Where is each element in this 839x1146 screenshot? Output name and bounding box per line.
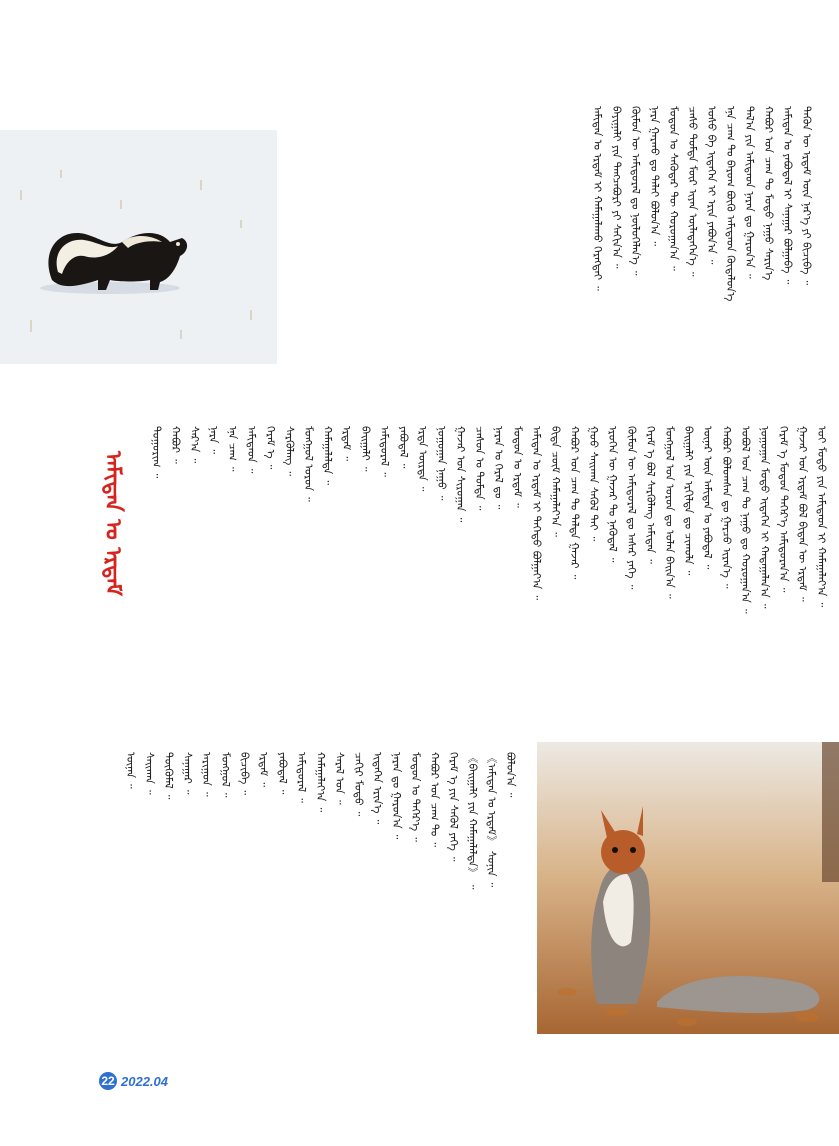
text-line: ᠮᠣᠩᠭᠣᠯ ᠃ — [219, 752, 232, 798]
issue-date: 2022.04 — [121, 1073, 168, 1089]
text-line: ᠬᠠᠪᠤᠷ ᠃ — [169, 426, 182, 464]
text-column-block-top — [296, 106, 816, 406]
text-line: ᠬᠦᠮᠦᠨ ᠦ ᠠᠮᠢᠳᠤᠷᠠᠯ ᠳᠤ ᠨᠥᠯᠦᠭᠡᠯᠡᠨ᠎ᠡ ᠃ — [629, 106, 642, 276]
text-line: ᠬᠠᠪᠤᠷ ᠪᠣᠯᠤᠭᠰᠠᠨ ᠳᠤ ᠭᠠᠷᠴᠤ ᠢᠷᠡᠨ᠎ᠡ ᠃ — [720, 426, 733, 589]
text-line: ᠬᠡᠷᠡᠮ ᠡ ᠪᠣᠯ ᠰᠡᠷᠭᠦᠯᠡᠩ ᠠᠮᠢᠲᠠᠨ ᠃ — [644, 426, 657, 564]
page-footer — [99, 1070, 168, 1092]
text-line: ᠡᠷᠲᠡ ᠦᠷᠲᠡ ᠃ — [416, 426, 429, 492]
text-line: ᠬᠡᠷᠡᠮ ᠡ ᠶᠢᠨ ᠰᠡᠭᠦᠯ ᠶᠡᠬᠡ ᠃ — [447, 752, 460, 862]
section-heading: ᠠᠮᠢᠲᠠᠨ ᠤ ᠡᠷᠲᠡᠮ — [100, 450, 126, 596]
text-line: ᠤᠪᠤᠯ ᠤᠨ ᠴᠠᠭ ᠲᠤ ᠨᠠᠭᠤ ᠳᠤ ᠬᠣᠷᠣᠭᠠᠨ᠎ᠠ ᠃ — [739, 426, 752, 614]
text-line: ᠨᠠᠷᠠ ᠃ — [207, 426, 220, 454]
text-line: ᠤᠰᠤ ᠪᠠ ᠢᠳᠡᠭᠡᠨ ᠢ ᠡᠷᠢᠨ ᠶᠠᠪᠤᠨ᠎ᠠ ᠃ — [705, 106, 718, 265]
squirrel-illustration — [537, 742, 839, 1034]
text-line: ᠬᠠᠪᠤᠷ ᠤᠨ ᠴᠠᠭ ᠲᠤ ᠮᠣᠳᠤ ᠨᠠᠭᠤ ᠰᠡᠷᠢᠨ᠎ᠡ — [762, 106, 775, 281]
text-line: ᠮᠣᠳᠤᠨ ᠤ ᠡᠷᠲᠡᠮ ᠃ — [511, 426, 524, 508]
text-line: ᠪᠢᠳᠡ ᠴᠦᠮ ᠬᠠᠮᠠᠭᠠᠯᠠᠶ᠎ᠠ ᠃ — [549, 426, 562, 537]
text-line: ᠲᠦᠭᠦᠮᠡᠯ ᠃ — [162, 752, 175, 800]
text-line: ᠪᠣᠯᠤᠨ᠎ᠠ ᠃ — [504, 752, 517, 798]
text-line: ᠡᠨᠡ ᠴᠠᠭ ᠲᠤ ᠪᠠᠷᠤᠭ ᠪᠦᠬᠦ ᠠᠮᠢᠲᠠᠳ ᠬᠦᠳᠡᠯᠦᠨ᠎ᠡ — [724, 106, 737, 302]
text-line: ᠪᠢᠴᠢᠪᠡ ᠃ — [238, 752, 251, 795]
text-line: ᠪᠠᠶᠢᠭᠠᠯᠢ ᠶᠢᠨ ᠲᠡᠩᠴᠡᠪᠦᠷᠢ ᠶᠢ ᠰᠠᠬᠢᠨ᠎ᠠ ᠃ — [610, 106, 623, 269]
skunk-photo — [0, 130, 277, 364]
text-line: ᠨᠣᠭᠤᠭᠠᠨ ᠮᠣᠳᠤ ᠢᠳᠡᠭᠡᠨ ᠢ ᠬᠠᠳᠠᠭᠠᠯᠠᠨ᠎ᠠ ᠃ — [758, 426, 771, 609]
text-line: ᠭᠣᠣ ᠰᠠᠢᠬᠠᠨ ᠰᠡᠭᠦᠯ ᠲᠡᠢ ᠃ — [587, 426, 600, 542]
text-column-block-middle — [134, 426, 831, 719]
text-line: ᠰᠠᠷ᠎ᠠ ᠃ — [188, 426, 201, 464]
skunk-illustration — [0, 130, 277, 364]
text-line: ᠰᠠᠢᠬᠠᠨ ᠃ — [143, 752, 156, 795]
text-line: ᠬᠡᠷᠡᠮ ᠡ ᠃ — [264, 426, 277, 470]
text-line: ᠴᠠᠰᠤᠨ ᠤ ᠳᠤᠮᠳᠠ ᠃ — [473, 426, 486, 511]
text-line: ᠠᠮᠢᠲᠠᠨ ᠤ ᠡᠷᠲᠡᠮ ᠢ ᠬᠠᠮᠠᠭᠠᠯᠠᠬᠤ ᠬᠡᠷᠡᠭᠲᠡᠢ ᠃ — [591, 106, 604, 291]
text-line: ᠲᠠᠯ᠎ᠠ ᠶᠢᠨ ᠠᠮᠢᠲᠠᠳ ᠨᠠᠷᠠᠨ ᠳᠤ ᠭᠠᠷᠤᠨ᠎ᠠ ᠃ — [743, 106, 756, 279]
text-line: ᠮᠣᠳᠤᠨ ᠤ ᠳᠡᠭᠡᠷ᠎ᠡ ᠃ — [409, 752, 422, 842]
text-line: ᠰᠠᠨᠠᠭᠠᠷ ᠃ — [181, 752, 194, 795]
text-line: ᠶᠠᠪᠤᠳᠠᠯ ᠃ — [276, 752, 289, 795]
text-line: ᠨᠠᠷᠠᠨ ᠳᠤ ᠭᠠᠷᠤᠨ᠎ᠠ ᠃ — [390, 752, 403, 840]
text-line: ᠴᠠᠬᠢᠷ ᠮᠣᠳᠤ ᠃ — [352, 752, 365, 817]
text-line: ᠨᠠᠷᠠ ᠭᠠᠷᠬᠤ ᠳᠤ ᠳᠠᠯᠠᠢ ᠪᠣᠯᠤᠨ᠎ᠠ ᠃ — [648, 106, 661, 247]
text-line: ᠴᠠᠰᠤ ᠳᠤᠮᠳᠠ ᠮᠥᠷ ᠢᠶᠡᠨ ᠦᠯᠡᠳᠡᠭᠡᠨ᠎ᠡ ᠃ — [686, 106, 699, 277]
text-line: ᠭᠠᠵᠠᠷ ᠤᠨ ᠰᠢᠷᠤᠭᠠᠨ ᠃ — [454, 426, 467, 523]
text-line: ᠭᠠᠵᠠᠷ ᠤᠨ ᠡᠷᠲᠡᠮ ᠪᠣᠯ ᠪᠢᠳᠡᠨ ᠦ ᠡᠷᠲᠡᠮ ᠃ — [796, 426, 809, 602]
text-column-block-bottom — [90, 752, 520, 1052]
text-line: ᠬᠠᠮᠠᠭᠠᠯᠠᠶ᠎ᠠ ᠃ — [314, 752, 327, 813]
text-line: ᠡᠷᠲᠡᠮ ᠃ — [340, 426, 353, 461]
text-line: ᠰᠠᠷᠠᠯ ᠤᠨ ᠃ — [333, 752, 346, 805]
text-line: ᠠᠮᠢᠳᠤᠷᠠᠯ ᠃ — [295, 752, 308, 803]
text-line: ᠬᠠᠪᠤᠷ ᠤᠨ ᠴᠠᠭ ᠲᠤ ᠃ — [428, 752, 441, 847]
text-line: ᠡᠷᠦᠬᠡᠨ ᠦ ᠭᠠᠵᠠᠷ ᠲᠤ ᠨᠡᠭᠦᠳᠡᠯ ᠃ — [606, 426, 619, 563]
text-line: ᠠᠮᠢᠲᠠᠨ ᠤ ᠶᠠᠪᠤᠳᠠᠯ ᠢ ᠰᠠᠨᠠᠭᠠᠷ ᠪᠣᠯᠭᠠᠪᠠ ᠃ — [781, 106, 794, 285]
text-line: ᠠᠮᠢᠳᠤᠷᠠᠯ ᠃ — [378, 426, 391, 477]
text-line: ᠠᠮᠢᠲᠠᠳ ᠃ — [245, 426, 258, 474]
text-line: ᠮᠣᠩᠭᠣᠯ ᠣᠷᠣᠨ ᠃ — [302, 426, 315, 502]
text-line: ᠰᠡᠷᠭᠦᠯᠡᠩ ᠃ — [283, 426, 296, 477]
text-line: ᠲᠡᠭᠦᠨ ᠦ ᠡᠷᠳᠡᠮ ᠦᠨ ᠨᠡᠷ᠎ᠡ ᠶᠢ ᠪᠢᠴᠢᠪᠡ ᠃ — [800, 106, 813, 286]
text-line: ᠬᠡᠷᠡᠮ ᠡ ᠮᠣᠳᠤᠨ ᠳᠡᠭᠡᠷ᠎ᠡ ᠠᠮᠢᠳᠤᠷᠠᠨ᠎ᠠ ᠃ — [777, 426, 790, 593]
text-line: ᠡᠷᠲᠡᠮ ᠃ — [257, 752, 270, 787]
text-line: 《ᠪᠠᠢᠭᠠᠯᠢ ᠶᠢᠨ ᠬᠠᠮᠠᠭᠠᠯᠠᠯᠲᠠ》 ᠃ — [466, 752, 479, 890]
text-line: ᠠᠷᠢᠭᠤᠨ ᠃ — [200, 752, 213, 797]
text-line: ᠠᠮᠢᠲᠠᠨ ᠤ ᠡᠷᠲᠡᠮ ᠢ ᠳᠡᠭᠡᠳᠦ ᠪᠣᠯᠭᠠᠶ᠎ᠠ ᠃ — [530, 426, 543, 600]
text-line: ᠲᠣᠭᠤᠷᠢᠭ ᠃ — [150, 426, 163, 479]
text-line: ᠪᠠᠢᠭᠠᠯᠢ ᠃ — [359, 426, 372, 472]
page-number: 22 — [99, 1072, 117, 1090]
text-line: ᠨᠣᠭᠤᠭᠠᠨ ᠨᠠᠭᠤ ᠃ — [435, 426, 448, 501]
squirrel-photo — [537, 742, 839, 1034]
text-line: ᠮᠣᠳᠤᠨ ᠤ ᠰᠡᠭᠦᠳᠡᠷ ᠲᠦ ᠬᠣᠷᠣᠭᠠᠨ᠎ᠠ ᠃ — [667, 106, 680, 271]
text-line: ᠮᠣᠩᠭᠣᠯ ᠤᠨ ᠣᠷᠣᠨ ᠳᠤ ᠣᠯᠠᠨ ᠪᠠᠢᠨ᠎ᠠ ᠃ — [663, 426, 676, 599]
text-line: 《ᠠᠮᠢᠲᠠᠨ ᠤ ᠡᠷᠲᠡᠮ》 ᠰᠣᠨᠢᠨ ᠃ — [485, 752, 498, 888]
text-line: ᠬᠠᠪᠤᠷ ᠤᠨ ᠴᠠᠭ ᠲᠤ ᠳᠠᠯᠳᠠ ᠭᠠᠵᠠᠷ ᠃ — [568, 426, 581, 580]
text-line: ᠦᠨᠡᠨ ᠃ — [124, 752, 137, 789]
text-line: ᠪᠠᠢᠭᠠᠯᠢ ᠶᠢᠨ ᠡᠷᠭᠢᠯᠲᠡ ᠳᠤ ᠴᠢᠬᠤᠯᠠ ᠃ — [682, 426, 695, 576]
text-line: ᠬᠦᠮᠦᠨ ᠦ ᠠᠮᠢᠳᠤᠷᠠᠯ ᠳᠤ ᠠᠰᠠᠷ ᠶᠡᠬᠡ ᠃ — [625, 426, 638, 590]
text-line: ᠢᠳᠡᠭᠡᠨ ᠡᠷᠢᠨ᠎ᠡ ᠃ — [371, 752, 384, 825]
text-line: ᠡᠨᠡ ᠴᠠᠭ ᠃ — [226, 426, 239, 472]
text-line: ᠬᠠᠮᠠᠭᠠᠯᠠᠯᠲᠠ ᠃ — [321, 426, 334, 485]
text-line: ᠶᠠᠪᠤᠳᠠᠯ ᠃ — [397, 426, 410, 469]
text-line: ᠣᠢ ᠮᠣᠳᠤ ᠶᠢᠨ ᠠᠮᠢᠲᠠᠳ ᠢ ᠬᠠᠮᠠᠭᠠᠯᠠᠶ᠎ᠠ ᠃ — [815, 426, 828, 608]
text-line: ᠨᠠᠷᠠᠨ ᠤ ᠭᠡᠷᠡᠯ ᠳᠤ ᠃ — [492, 426, 505, 510]
text-line: ᠦᠨᠡᠷ ᠦᠨ ᠠᠮᠢᠲᠠᠨ ᠤ ᠶᠠᠪᠤᠳᠠᠯ ᠃ — [701, 426, 714, 570]
